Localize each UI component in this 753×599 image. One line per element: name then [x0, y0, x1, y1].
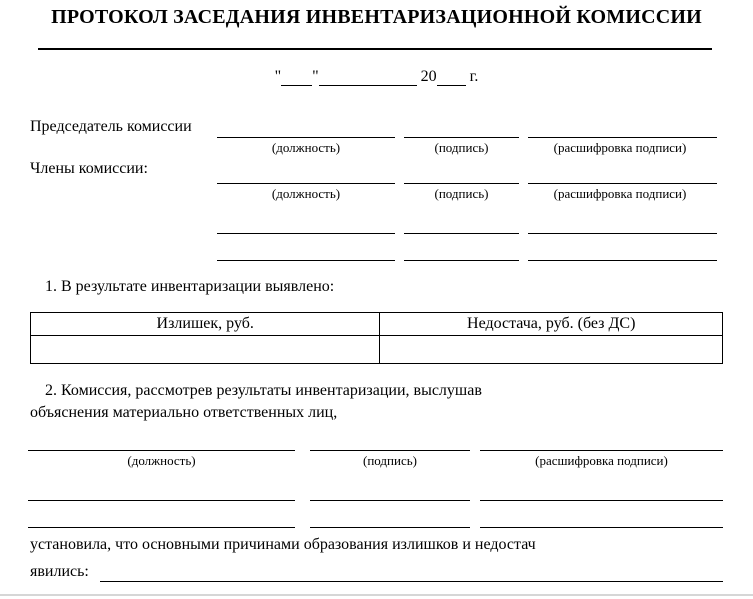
chairman-position-blank [217, 117, 395, 138]
signature-caption: (подпись) [363, 453, 417, 468]
date-day-blank [281, 68, 312, 86]
position-caption: (должность) [271, 186, 341, 201]
position-caption: (должность) [127, 453, 196, 468]
member-decryption-blank [528, 213, 717, 234]
table-data-row [31, 336, 723, 364]
section2-line2: объяснения материально ответственных лиц, [30, 404, 338, 421]
date-year-blank [437, 68, 466, 86]
chairman-label: Председатель комиссии [30, 118, 192, 135]
inventory-results-table [30, 312, 723, 364]
date-century: 20 [420, 68, 437, 85]
reasons-blank [100, 561, 723, 582]
position-caption: (должность) [271, 140, 341, 155]
member-position-blank [217, 163, 395, 184]
table-cell-shortage [380, 336, 723, 364]
member-decryption-blank [528, 163, 717, 184]
date-month-blank [319, 68, 417, 86]
conclusion-text: установила, что основными причинами образования излишков и недостач [30, 536, 536, 553]
decryption-caption: (расшифровка подписи) [535, 453, 668, 468]
responsible-decryption-blank [480, 507, 723, 528]
responsible-position-blank [28, 480, 295, 501]
decryption-caption: (расшифровка подписи) [553, 186, 687, 201]
responsible-signature-blank [310, 480, 470, 501]
signature-caption: (подпись) [434, 140, 489, 155]
member-signature-blank [404, 163, 519, 184]
responsible-decryption-blank [480, 480, 723, 501]
page-title: ПРОТОКОЛ ЗАСЕДАНИЯ ИНВЕНТАРИЗАЦИОННОЙ КОМИССИИ [51, 6, 702, 28]
reasons-label: явились: [30, 563, 89, 580]
responsible-position-blank [28, 430, 295, 451]
page-bottom-edge [0, 594, 753, 596]
member-position-blank [217, 240, 395, 261]
responsible-signature-blank [310, 507, 470, 528]
section2-line1: 2. Комиссия, рассмотрев результаты инвентаризации, выслушав [45, 382, 482, 399]
member-signature-blank [404, 240, 519, 261]
responsible-signature-blank [310, 430, 470, 451]
members-label: Члены комиссии: [30, 160, 148, 177]
date-line [0, 68, 753, 86]
member-position-blank [217, 213, 395, 234]
table-header-surplus: Излишек, руб. [31, 313, 380, 336]
date-open-quote: " [274, 68, 282, 85]
table-header-row [31, 313, 723, 336]
member-signature-blank [404, 213, 519, 234]
table-cell-surplus [31, 336, 380, 364]
responsible-position-blank [28, 507, 295, 528]
signature-caption: (подпись) [434, 186, 489, 201]
table-header-shortage: Недостача, руб. (без ДС) [380, 313, 723, 336]
chairman-decryption-blank [528, 117, 717, 138]
title-divider-line [38, 48, 712, 50]
section1-heading: 1. В результате инвентаризации выявлено: [45, 278, 335, 295]
member-decryption-blank [528, 240, 717, 261]
date-year-suffix: г. [469, 68, 479, 85]
decryption-caption: (расшифровка подписи) [553, 140, 687, 155]
chairman-signature-blank [404, 117, 519, 138]
responsible-decryption-blank [480, 430, 723, 451]
date-close-quote: " [312, 68, 319, 85]
